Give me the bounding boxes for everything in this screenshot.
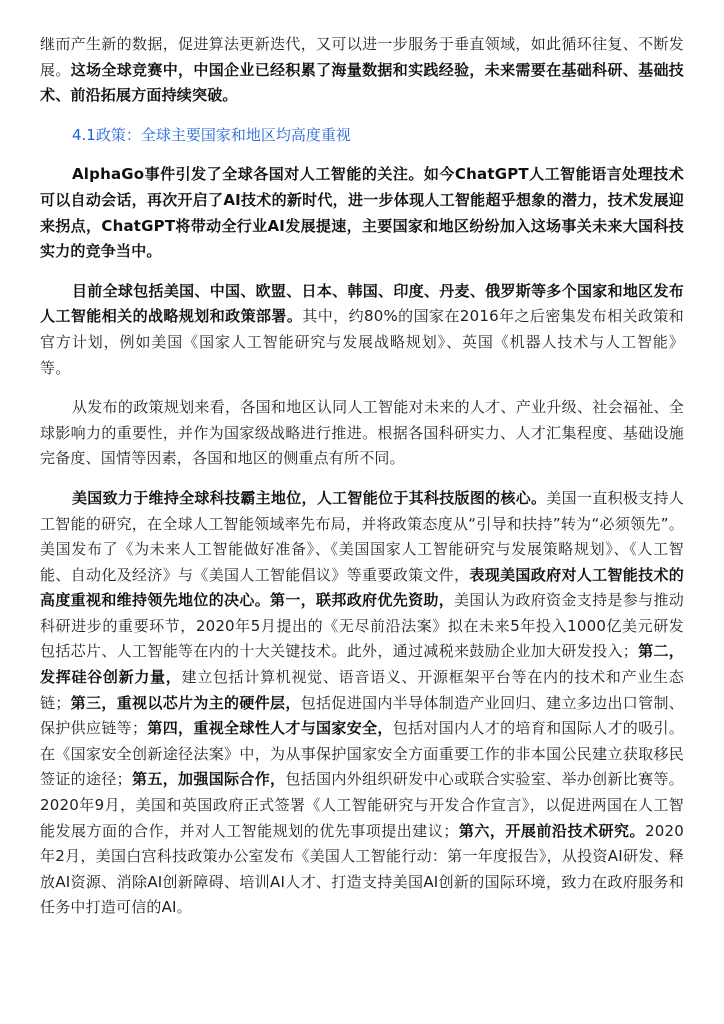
- paragraph-intro: [40, 32, 684, 109]
- text-segment: 建立包括计算机视觉、语音语义、开源框架平台等在内的技术和产业生态链；: [40, 668, 684, 712]
- bold-text-segment: 目前全球包括美国、中国、欧盟、日本、韩国、印度、丹麦、俄罗斯等多个国家和地区发布人工智能相关的战略规划和政策部署。: [40, 281, 684, 326]
- text-segment: 包括国内外组织研发中心或联合实验室、举办创新比赛等。2020年9月，美国和英国政府正式签署《人工智能研究与开发合作宣言》，以促进两国在人工智能发展方面的合作，并对人工智能规划的优先事项提出建议；: [40, 770, 684, 840]
- bold-text-segment: 表现美国政府对人工智能技术的高度重视和维持领先地位的决心。第一，联邦政府优先资助，: [40, 565, 684, 610]
- text-segment: 美国认为政府资金支持是参与推动科研进步的重要环节，2020年5月提出的《无尽前沿法案》拟在未来5年投入1000亿美元研发包括芯片、人工智能等在内的十大关键技术。此外，通过减税来鼓励企业加大研发投入；: [40, 591, 684, 661]
- paragraph-alphago: [40, 162, 684, 264]
- paragraph-policy-overview: [40, 395, 684, 472]
- text-segment: 从发布的政策规划来看，各国和地区认同人工智能对未来的人才、产业升级、社会福祉、全球影响力的重要性，并作为国家级战略进行推进。根据各国科研实力、人才汇集程度、基础设施完备度、国情等因素，各国和地区的侧重点有所不同。: [40, 398, 684, 468]
- text-segment: 其中，约80%的国家在2016年之后密集发布相关政策和官方计划，例如美国《国家人工智能研究与发展战略规划》、英国《机器人技术与人工智能》等。: [40, 307, 684, 377]
- paragraph-global-strategy: [40, 279, 684, 381]
- bold-text-segment: AlphaGo事件引发了全球各国对人工智能的关注。如今ChatGPT人工智能语言处理技术可以自动会话，再次开启了AI技术的新时代，进一步体现人工智能超乎想象的潜力，技术发展迎来拐点，ChatGPT将带动全行业AI发展提速，主要国家和地区纷纷加入这场事关未来大国科技实力的竞争当中。: [40, 165, 684, 261]
- bold-text-segment: 美国致力于维持全球科技霸主地位，人工智能位于其科技版图的核心。: [72, 488, 547, 507]
- bold-text-segment: 这场全球竞赛中，中国企业已经积累了海量数据和实践经验，未来需要在基础科研、基础技术、前沿拓展方面持续突破。: [40, 60, 684, 105]
- paragraph-usa-policy: [40, 486, 684, 921]
- text-segment: 美国一直积极支持人工智能的研究，在全球人工智能领域率先布局，并将政策态度从“引导和扶持”转为“必须领先”。美国发布了《为未来人工智能做好准备》、《美国国家人工智能研究与发展策略规划》、《人工智能、自动化及经济》与《美国人工智能倡议》等重要政策文件，: [40, 488, 684, 584]
- text-segment: 包括促进国内半导体制造产业回归、建立多边出口管制、保护供应链等；: [40, 693, 684, 738]
- text-segment: 2020年2月，美国白宫科技政策办公室发布《美国人工智能行动：第一年度报告》，从投资AI研发、释放AI资源、消除AI创新障碍、培训AI人才、打造支持美国AI创新的国际环境，致力在政府服务和任务中打造可信的AI。: [40, 821, 685, 917]
- section-heading: 4.1政策：全球主要国家和地区均高度重视: [72, 125, 351, 144]
- bold-text-segment: 第三，重视以芯片为主的硬件层，: [70, 693, 301, 712]
- bold-text-segment: 第二，发挥硅谷创新力量，: [40, 642, 684, 687]
- text-segment: 继而产生新的数据，促进算法更新迭代，又可以进一步服务于垂直领域，如此循环往复、不断发展。: [40, 35, 684, 79]
- text-segment: 包括对国内人才的培育和国际人才的吸引。在《国家安全创新途径法案》中，为从事保护国家安全方面重要工作的非本国公民建立获取移民签证的途径；: [40, 719, 684, 789]
- bold-text-segment: 第五，加强国际合作，: [131, 770, 286, 789]
- bold-text-segment: 第四，重视全球性人才与国家安全，: [147, 719, 393, 738]
- bold-text-segment: 第六，开展前沿技术研究。: [458, 821, 646, 840]
